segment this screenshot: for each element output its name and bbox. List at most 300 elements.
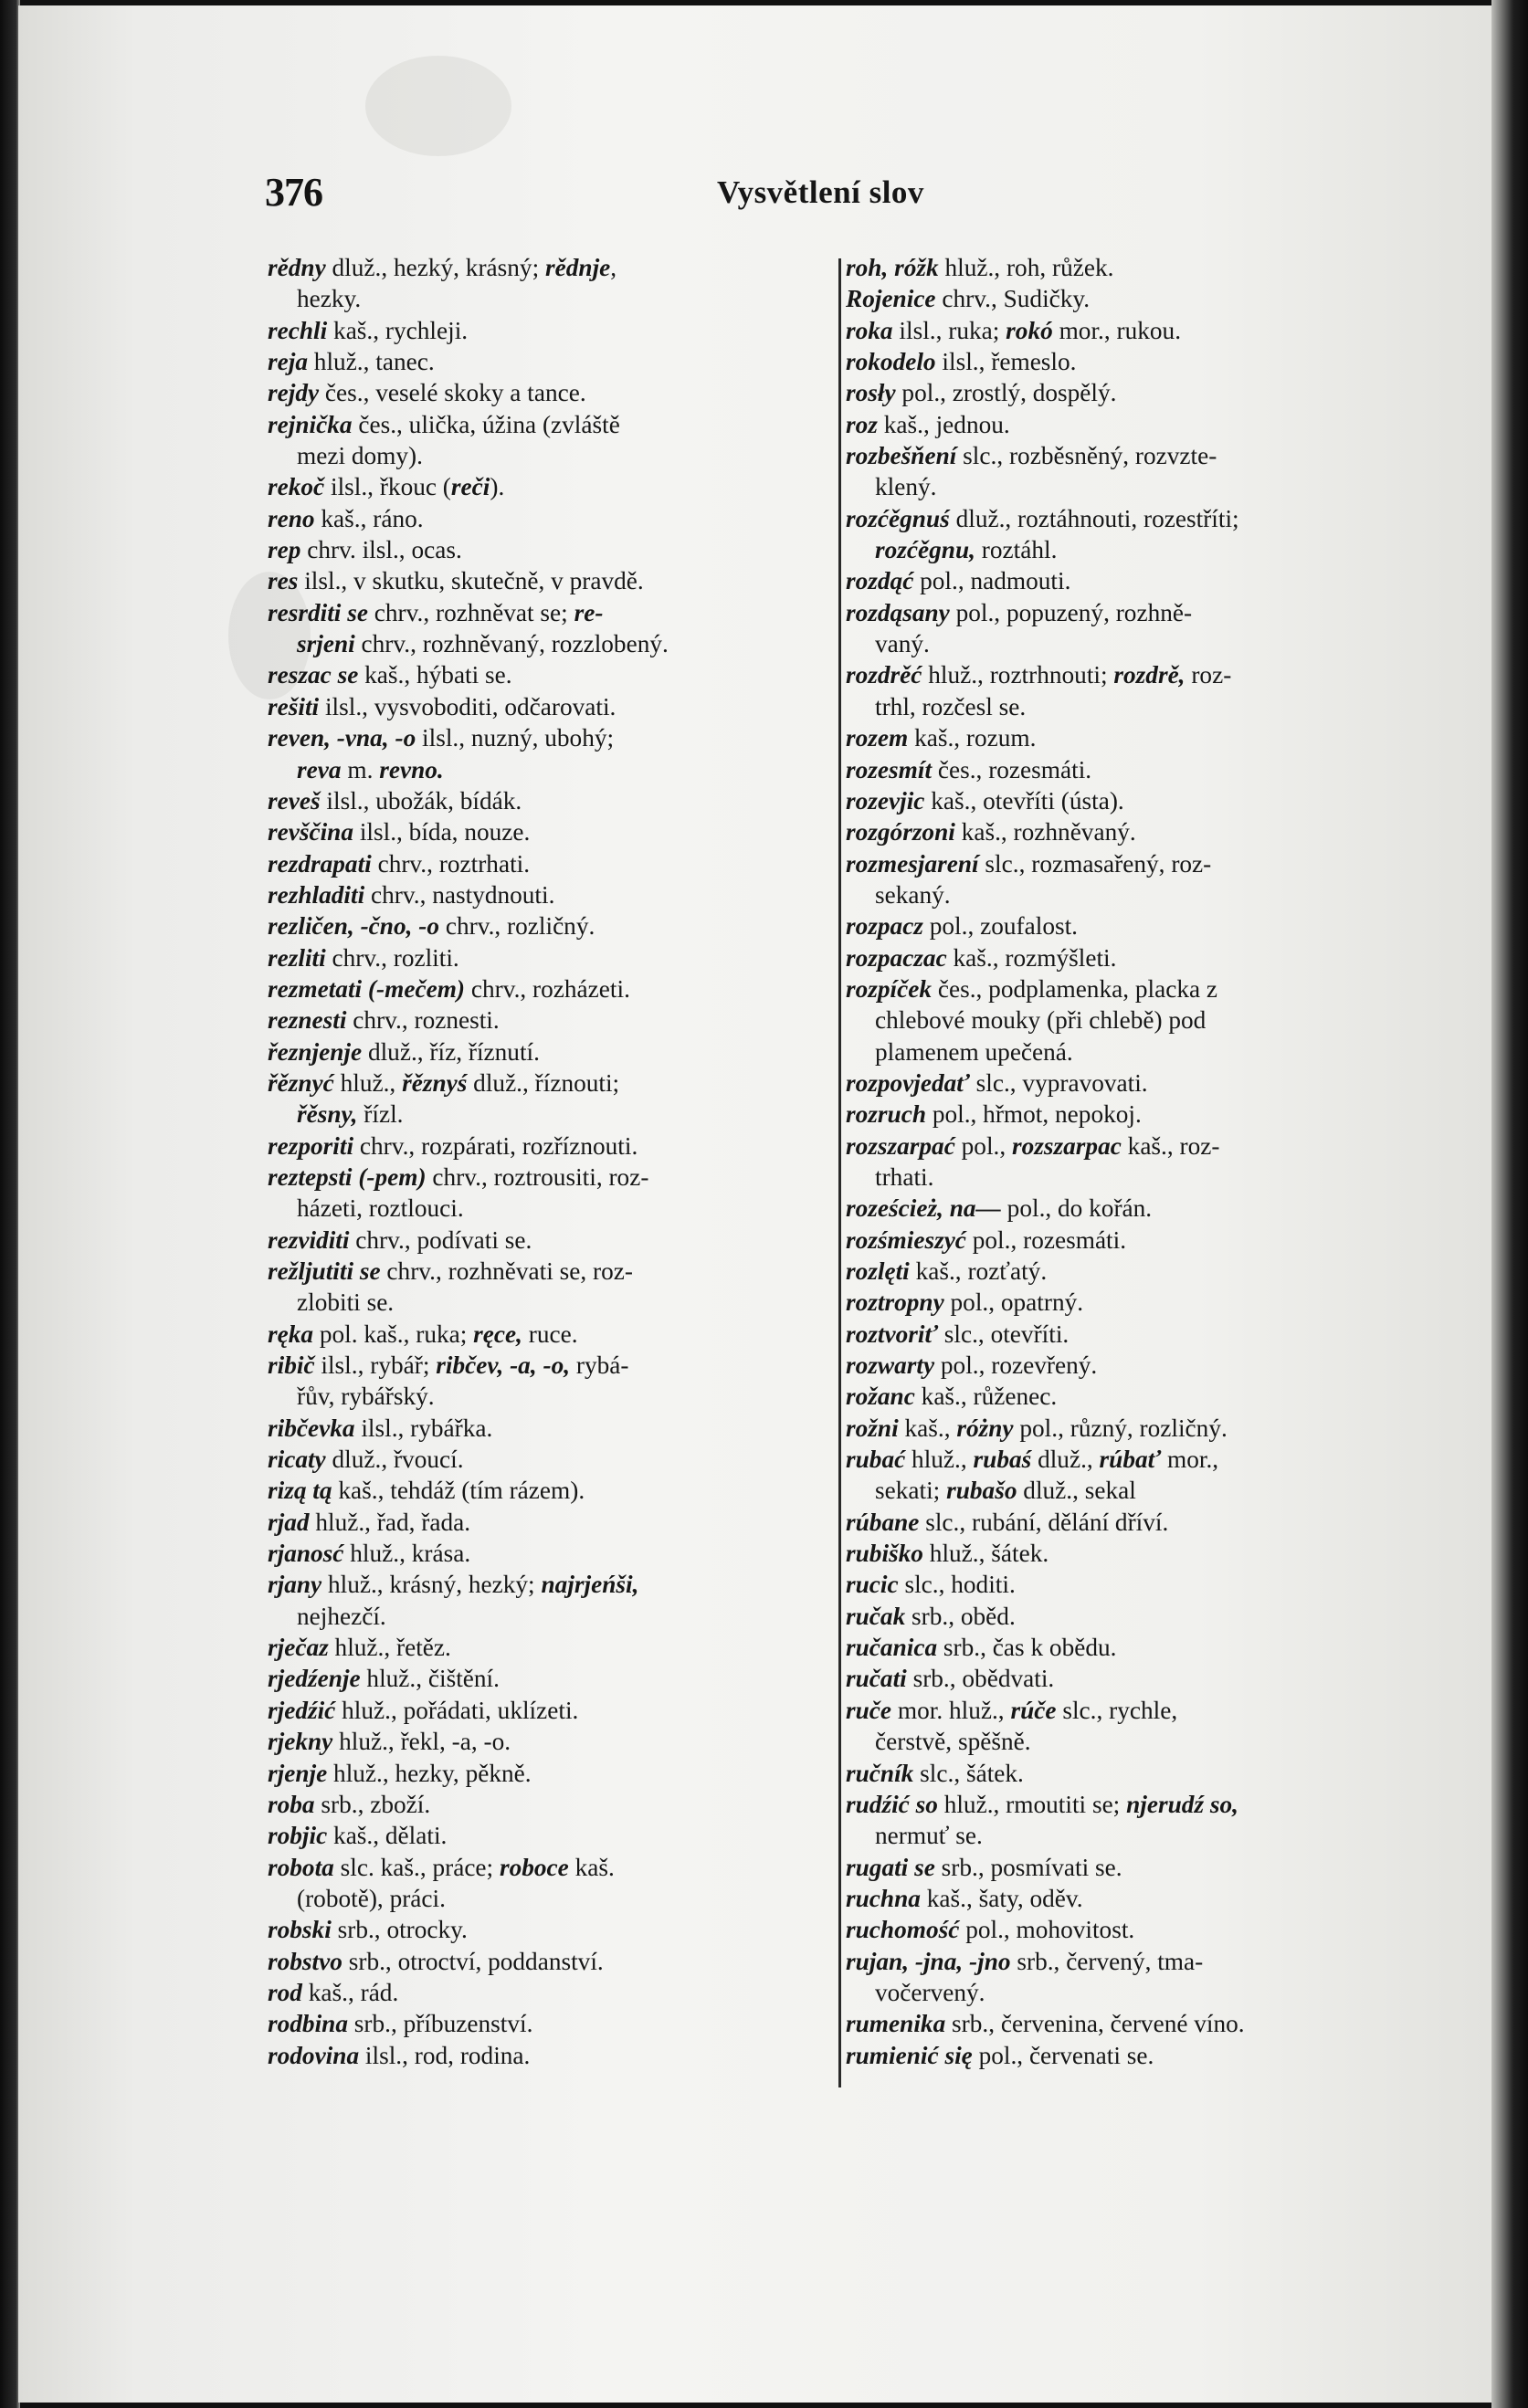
definition-text: srb., oběd. [905, 1602, 1016, 1630]
dictionary-entry-line [268, 1319, 827, 1350]
headword: rozdrě, [1113, 661, 1186, 689]
definition-text: hluž., roh, růžek. [938, 254, 1114, 281]
headword: rjedźenje [268, 1665, 361, 1693]
dictionary-entry-line [846, 597, 1365, 628]
headword: rubašo [946, 1477, 1017, 1505]
definition-text: rybá- [570, 1351, 629, 1380]
definition-text: kaš., ráno. [314, 504, 424, 532]
headword: řěznyś [402, 1068, 468, 1097]
entry-continuation-line [846, 1036, 1365, 1067]
definition-text: nejhezčí. [297, 1602, 386, 1630]
entry-continuation-line [846, 471, 1365, 502]
definition-text: hluž., šátek. [922, 1540, 1049, 1568]
headword: rubać [846, 1446, 906, 1474]
definition-text: ilsl., řkouc ( [324, 473, 451, 501]
dictionary-entry-line [846, 1067, 1365, 1099]
headword: resrditi se [268, 598, 368, 626]
entry-continuation-line [268, 440, 827, 471]
headword: rozesmít [846, 755, 933, 783]
definition-text: kaš., rád. [301, 1978, 399, 2006]
dictionary-entry-line [268, 1852, 827, 1883]
definition-text: trhati. [875, 1162, 934, 1191]
definition-text: hluž., tanec. [307, 348, 435, 376]
headword: rucic [846, 1571, 899, 1599]
entry-continuation-line [268, 1381, 827, 1412]
definition-text: čes., rozesmáti. [932, 755, 1092, 783]
definition-text: dluž., hezký, krásný; [325, 254, 545, 281]
headword: ręka [268, 1320, 314, 1348]
definition-text: kaš., jednou. [877, 410, 1010, 438]
entry-continuation-line [846, 1004, 1365, 1036]
definition-text: kaš., otevříti (ústa). [924, 786, 1124, 815]
dictionary-entry-line [846, 754, 1365, 785]
headword: rozszarpać [846, 1131, 955, 1160]
headword: rugati se [846, 1853, 935, 1881]
dictionary-entry-line [846, 1632, 1365, 1663]
headword: reztepsti (-pem) [268, 1162, 427, 1191]
dictionary-entry-line [846, 722, 1365, 753]
definition-text: kaš., hýbati se. [358, 661, 512, 689]
definition-text: kaš., rozmýšleti. [946, 943, 1117, 972]
definition-text: chrv., rozličný. [439, 912, 595, 941]
headword: rozlęti [846, 1257, 910, 1285]
definition-text: hluž., řetěz. [328, 1634, 451, 1662]
headword: rozdrěć [846, 661, 922, 689]
headword: rozpíček [846, 974, 933, 1003]
headword: reven, -vna, -o [268, 724, 416, 752]
headword: ricaty [268, 1446, 326, 1474]
definition-text: pol., opatrný. [943, 1288, 1084, 1317]
headword: rumienić się [846, 2041, 973, 2069]
dictionary-entry-line [268, 409, 827, 440]
dictionary-entry-line [846, 1256, 1365, 1287]
headword: rep [268, 536, 301, 564]
headword: reja [268, 348, 308, 376]
dictionary-entry-line [268, 973, 827, 1004]
dictionary-entry-line [268, 1569, 827, 1600]
headword: rezhladiti [268, 880, 365, 909]
headword: rědnje [545, 254, 611, 281]
definition-text: srb., čas k obědu. [937, 1634, 1117, 1662]
definition-text: slc., šátek. [913, 1759, 1024, 1787]
dictionary-entry-line [268, 1036, 827, 1067]
headword: robski [268, 1916, 332, 1944]
definition-text: srb., otrocky. [331, 1916, 468, 1944]
headword: rjad [268, 1508, 310, 1536]
definition-text: kaš., roz- [1121, 1131, 1220, 1160]
dictionary-entry-line [846, 1946, 1365, 1977]
definition-text: pol., rozevřený. [934, 1351, 1098, 1380]
headword: ručník [846, 1759, 914, 1787]
headword: řěsny, [297, 1100, 358, 1129]
headword: rožanc [846, 1383, 915, 1411]
headword: rozgórzoni [846, 818, 955, 846]
definition-text: kaš. [568, 1853, 615, 1881]
definition-text: roz- [1185, 661, 1232, 689]
headword: rozevjic [846, 786, 925, 815]
headword: rozśmieszyć [846, 1225, 966, 1254]
definition-text: kaš., [898, 1414, 957, 1442]
dictionary-entry-line [268, 1726, 827, 1757]
headword: ribčev, -a, -o, [436, 1351, 571, 1380]
definition-text: (robotě), práci. [297, 1884, 446, 1912]
definition-text: chlebové mouky (při chlebě) pod [875, 1006, 1207, 1035]
headword: rezličen, -čno, -o [268, 912, 440, 941]
headword: res [268, 567, 299, 595]
headword: revno. [379, 755, 444, 783]
headword: rúbať [1099, 1446, 1162, 1474]
headword: reszac se [268, 661, 359, 689]
definition-text: řův, rybářský. [297, 1383, 435, 1411]
headword: robota [268, 1853, 334, 1881]
entry-continuation-line [846, 1820, 1365, 1851]
dictionary-entry-line [846, 409, 1365, 440]
headword: rúbane [846, 1508, 920, 1536]
definition-text: kaš., tehdáž (tím rázem). [332, 1477, 585, 1505]
headword: revščina [268, 818, 354, 846]
definition-text: pol., popuzený, rozhně- [949, 598, 1193, 626]
headword: robjic [268, 1822, 328, 1850]
dictionary-entry-line [268, 1256, 827, 1287]
entry-continuation-line [268, 754, 827, 785]
headword: rizą tą [268, 1477, 332, 1505]
definition-text: hluž., čištění. [360, 1665, 500, 1693]
dictionary-entry-line [846, 1507, 1365, 1538]
dictionary-entry-line [846, 1444, 1365, 1475]
definition-text: ). [490, 473, 505, 501]
dictionary-entry-line [846, 1130, 1365, 1162]
headword: roześcież, na— [846, 1194, 1001, 1223]
headword: reči [450, 473, 490, 501]
dictionary-entry-line [846, 1099, 1365, 1130]
headword: rječaz [268, 1634, 329, 1662]
definition-text: házeti, roztlouci. [297, 1194, 464, 1223]
entry-continuation-line [268, 1099, 827, 1130]
running-head: Vysvětlení slov [717, 174, 924, 210]
definition-text: srb., příbuzenství. [347, 2010, 533, 2038]
entry-continuation-line [846, 1726, 1365, 1757]
dictionary-entry-line [846, 1538, 1365, 1569]
entry-continuation-line [268, 1883, 827, 1914]
headword: re- [574, 598, 604, 626]
definition-text: hluž., [905, 1446, 974, 1474]
definition-text: dluž., sekal [1017, 1477, 1136, 1505]
headword: ručati [846, 1665, 907, 1693]
definition-text: mor., [1161, 1446, 1219, 1474]
definition-text: kaš., šaty, oděv. [920, 1884, 1083, 1912]
dictionary-entry-line [268, 1162, 827, 1193]
definition-text: chrv., rozházeti. [465, 974, 630, 1003]
definition-text: chrv., rozhněvati se, roz- [380, 1257, 633, 1285]
definition-text: pol., rozesmáti. [965, 1225, 1127, 1254]
definition-text: kaš., růženec. [914, 1383, 1058, 1411]
definition-text: dluž., říz, říznutí. [362, 1037, 540, 1066]
definition-text: pol., zrostlý, dospělý. [895, 379, 1117, 407]
definition-text: slc., rozmasařený, roz- [978, 849, 1212, 878]
headword: rezmetati (-mečem) [268, 974, 466, 1003]
dictionary-entry-line [268, 691, 827, 722]
headword: njerudź so, [1126, 1790, 1238, 1818]
definition-text: řízl. [357, 1100, 404, 1129]
headword: řeznjenje [268, 1037, 363, 1066]
definition-text: chrv., roztrousiti, roz- [426, 1162, 649, 1191]
dictionary-entry-line [268, 1413, 827, 1444]
headword: ruchna [846, 1884, 921, 1912]
headword: rechli [268, 316, 328, 344]
dictionary-entry-line [268, 503, 827, 534]
definition-text: hluž., krása. [343, 1540, 471, 1568]
dictionary-entry-line [268, 2040, 827, 2071]
definition-text: hluž., roztrhnouti; [922, 661, 1114, 689]
dictionary-entry-line [268, 1695, 827, 1726]
dictionary-entry-line [846, 503, 1365, 534]
definition-text: čes., veselé skoky a tance. [319, 379, 586, 407]
headword: rozbešňení [846, 442, 957, 470]
definition-text: pol., hřmot, nepokoj. [926, 1100, 1142, 1129]
definition-text: slc., otevříti. [937, 1320, 1070, 1348]
headword: rozćěgnu, [875, 536, 975, 564]
definition-text: kaš., rychleji. [327, 316, 469, 344]
definition-text: ilsl., rybář; [314, 1351, 437, 1380]
dictionary-entry-line [846, 1569, 1365, 1600]
definition-text: hezky. [297, 285, 362, 313]
headword: rjenje [268, 1759, 328, 1787]
dictionary-entry-line [846, 1663, 1365, 1694]
dictionary-entry-line [846, 1695, 1365, 1726]
dictionary-entry-line [268, 1946, 827, 1977]
headword: reva [297, 755, 342, 783]
headword: roztvoriť [846, 1320, 938, 1348]
dictionary-entry-line [268, 1820, 827, 1851]
definition-text: hluž., rmoutiti se; [937, 1790, 1127, 1818]
headword: ribčevka [268, 1414, 355, 1442]
dictionary-entry-line [846, 1601, 1365, 1632]
entry-continuation-line [846, 1162, 1365, 1193]
headword: roz [846, 410, 878, 438]
headword: rožni [846, 1414, 899, 1442]
definition-text: pol., červenati se. [972, 2041, 1154, 2069]
entry-continuation-line [268, 1287, 827, 1318]
definition-text: čes., ulička, úžina (zvláště [352, 410, 620, 438]
definition-text: dluž., [1031, 1446, 1100, 1474]
headword: rozpovjedať [846, 1068, 970, 1097]
headword: řěznyć [268, 1068, 334, 1097]
definition-text: nermuť se. [875, 1822, 983, 1850]
definition-text: ilsl., řemeslo. [935, 348, 1077, 376]
dictionary-entry-line [846, 440, 1365, 471]
dictionary-entry-line [846, 377, 1365, 408]
definition-text: kaš., rozhněvaný. [954, 818, 1136, 846]
headword: różny [956, 1414, 1014, 1442]
definition-text: ilsl., rod, rodina. [359, 2041, 531, 2069]
definition-text: chrv., rozliti. [325, 943, 459, 972]
definition-text: hluž., pořádati, uklízeti. [335, 1696, 579, 1724]
headword: rjany [268, 1571, 322, 1599]
dictionary-entry-line [268, 1350, 827, 1381]
definition-text: chrv., podívati se. [349, 1225, 532, 1254]
dictionary-entry-line [268, 1507, 827, 1538]
dictionary-entry-line [846, 1413, 1365, 1444]
dictionary-entry-line [846, 1319, 1365, 1350]
headword: najrjeńši, [541, 1571, 639, 1599]
dictionary-entry-line [268, 1663, 827, 1694]
definition-text: kaš., rozťatý. [909, 1257, 1048, 1285]
dictionary-entry-line [846, 1883, 1365, 1914]
definition-text: chrv., rozpárati, rozříznouti. [353, 1131, 638, 1160]
headword: rodbina [268, 2010, 348, 2038]
dictionary-entry-line [268, 879, 827, 910]
dictionary-entry-line [268, 659, 827, 690]
dictionary-entry-line [268, 910, 827, 941]
definition-text: plamenem upečená. [875, 1037, 1073, 1066]
dictionary-entry-line [846, 1914, 1365, 1945]
definition-text: klený. [875, 473, 937, 501]
headword: roba [268, 1790, 315, 1818]
dictionary-entry-line [846, 785, 1365, 816]
headword: rozćěgnuś [846, 504, 950, 532]
paper-stain [365, 56, 511, 156]
dictionary-entry-line [846, 315, 1365, 346]
headword: robstvo [268, 1947, 342, 1975]
headword: rezliti [268, 943, 326, 972]
definition-text: roztáhl. [975, 536, 1058, 564]
definition-text: dluž., řvoucí. [325, 1446, 464, 1474]
definition-text: slc., hoditi. [898, 1571, 1016, 1599]
dictionary-entry-line [268, 1758, 827, 1789]
dictionary-entry-line [268, 816, 827, 847]
definition-text: ilsl., vysvoboditi, odčarovati. [319, 692, 616, 720]
dictionary-entry-line [846, 816, 1365, 847]
definition-text: vaný. [875, 630, 930, 658]
dictionary-entry-line [268, 1914, 827, 1945]
headword: roka [846, 316, 893, 344]
dictionary-entry-line [268, 1130, 827, 1162]
entry-continuation-line [268, 1601, 827, 1632]
definition-text: srb., posmívati se. [934, 1853, 1122, 1881]
definition-text: chrv., roznesti. [346, 1006, 500, 1035]
headword: rejdy [268, 379, 320, 407]
dictionary-entry-line [846, 2008, 1365, 2039]
definition-text: čes., podplamenka, placka z [932, 974, 1218, 1003]
definition-text: kaš., rozum. [908, 724, 1037, 752]
entry-continuation-line [268, 628, 827, 659]
headword: rešiti [268, 692, 320, 720]
definition-text: srb., červený, tma- [1010, 1947, 1204, 1975]
dictionary-entry-line [268, 2008, 827, 2039]
definition-text: hluž., [333, 1068, 403, 1097]
headword: srjeni [297, 630, 355, 658]
headword: rozem [846, 724, 909, 752]
definition-text: hluž., krásný, hezký; [321, 1571, 542, 1599]
definition-text: chrv., rozhněvat se; [367, 598, 574, 626]
definition-text: mezi domy). [297, 442, 423, 470]
dictionary-entry-line [268, 315, 827, 346]
headword: rozszarpac [1012, 1131, 1122, 1160]
dictionary-entry-line [846, 1193, 1365, 1224]
definition-text: sekati; [875, 1477, 947, 1505]
headword: reveš [268, 786, 321, 815]
dictionary-entry-line [268, 1538, 827, 1569]
entry-continuation-line [846, 691, 1365, 722]
definition-text: pol., do kořán. [1000, 1194, 1153, 1223]
dictionary-entry-line [846, 1287, 1365, 1318]
definition-text: pol., [954, 1131, 1013, 1160]
definition-text: , [610, 254, 617, 281]
definition-text: m. [341, 755, 380, 783]
dictionary-entry-line [846, 283, 1365, 314]
definition-text: zlobiti se. [297, 1288, 395, 1317]
dictionary-entry-line [268, 252, 827, 283]
headword: reno [268, 504, 315, 532]
entry-continuation-line [846, 879, 1365, 910]
dictionary-entry-line [268, 471, 827, 502]
definition-text: pol., mohovitost. [959, 1916, 1135, 1944]
definition-text: chrv. ilsl., ocas. [300, 536, 462, 564]
dictionary-entry-line [846, 1758, 1365, 1789]
entry-continuation-line [268, 1193, 827, 1224]
dictionary-entry-line [268, 1004, 827, 1036]
headword: rudźić so [846, 1790, 938, 1818]
right-column [846, 252, 1365, 2071]
dictionary-entry-line [268, 848, 827, 879]
definition-text: ilsl., ubožák, bídák. [320, 786, 522, 815]
definition-text: chrv., roztrhati. [371, 849, 531, 878]
entry-continuation-line [846, 628, 1365, 659]
scan-right-edge [1491, 0, 1528, 2408]
dictionary-entry-line [268, 565, 827, 596]
headword: rubiško [846, 1540, 923, 1568]
definition-text: čerstvě, spěšně. [875, 1728, 1031, 1756]
scan-left-edge [0, 0, 20, 2408]
dictionary-entry-line [268, 1067, 827, 1099]
dictionary-entry-line [846, 1350, 1365, 1381]
headword: roztropny [846, 1288, 944, 1317]
headword: roboce [499, 1853, 569, 1881]
definition-text: ilsl., nuzný, ubohý; [416, 724, 615, 752]
definition-text: kaš., dělati. [327, 1822, 448, 1850]
dictionary-entry-line [268, 346, 827, 377]
definition-text: ruce. [522, 1320, 578, 1348]
headword: ručanica [846, 1634, 938, 1662]
headword: rekoč [268, 473, 325, 501]
dictionary-entry-line [846, 252, 1365, 283]
dictionary-entry-line [846, 659, 1365, 690]
definition-text: ilsl., bída, nouze. [353, 818, 531, 846]
definition-text: srb., obědvati. [906, 1665, 1055, 1693]
dictionary-entry-line [268, 377, 827, 408]
entry-continuation-line [846, 1475, 1365, 1506]
dictionary-entry-line [268, 1225, 827, 1256]
headword: ręce, [473, 1320, 522, 1348]
definition-text: pol. kaš., ruka; [313, 1320, 474, 1348]
dictionary-entry-line [846, 2040, 1365, 2071]
definition-text: chrv., nastydnouti. [364, 880, 555, 909]
dictionary-entry-line [268, 597, 827, 628]
definition-text: slc., rubání, dělání dříví. [919, 1508, 1169, 1536]
headword: rodovina [268, 2041, 360, 2069]
dictionary-entry-line [268, 1789, 827, 1820]
headword: rozpaczac [846, 943, 947, 972]
definition-text: chrv., rozhněvaný, rozzlobený. [354, 630, 669, 658]
column-divider [838, 258, 841, 2087]
page-header [265, 169, 968, 215]
definition-text: slc., vypravovati. [969, 1068, 1148, 1097]
headword: režljutiti se [268, 1257, 381, 1285]
headword: rokó [1006, 316, 1053, 344]
dictionary-entry-line [268, 1475, 827, 1506]
headword: rúče [1010, 1696, 1057, 1724]
dictionary-entry-line [846, 942, 1365, 973]
